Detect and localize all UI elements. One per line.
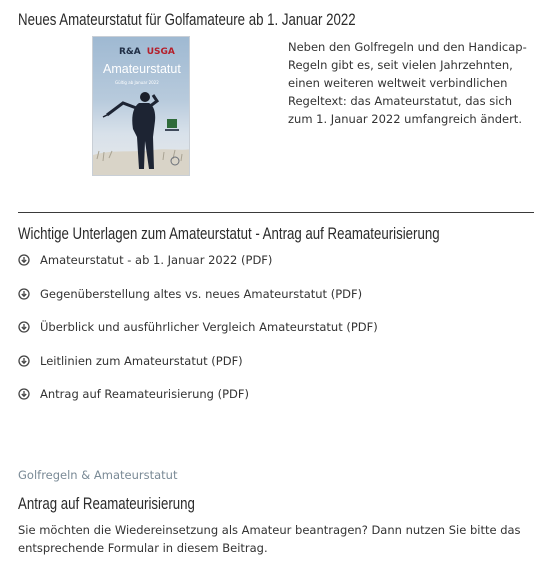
document-link[interactable]: Leitlinien zum Amateurstatut (PDF)	[40, 353, 243, 368]
cover-title: Amateurstatut	[103, 62, 181, 76]
section-title-amateurstatut: Neues Amateurstatut für Golfamateure ab 1. Januar 2022	[18, 10, 356, 29]
document-link[interactable]: Gegenüberstellung altes vs. neues Amateurstatut (PDF)	[40, 286, 363, 301]
download-icon[interactable]	[18, 254, 30, 266]
document-item	[18, 319, 378, 353]
document-item	[18, 252, 378, 286]
document-item	[18, 286, 378, 320]
intro-paragraph: Neben den Golfregeln und den Handicap-Regeln gibt es, seit vielen Jahrzehnten, einen weiteren weltweit verbindlichen Regeltext: das Amateurstatut, das sich zum 1. Januar 2022 umfangreich ändert.	[288, 40, 527, 126]
document-link[interactable]: Amateurstatut - ab 1. Januar 2022 (PDF)	[40, 253, 273, 267]
cover-logos	[119, 47, 175, 57]
download-icon[interactable]	[18, 355, 30, 367]
teaser-text: Sie möchten die Wiedereinsetzung als Amateur beantragen? Dann nutzen Sie bitte das entsprechende Formular in diesem Beitrag.	[18, 523, 521, 555]
document-item	[18, 386, 378, 420]
document-link[interactable]: Antrag auf Reamateurisierung (PDF)	[40, 387, 249, 401]
teaser-title[interactable]: Antrag auf Reamateurisierung	[18, 494, 195, 513]
section-title-documents: Wichtige Unterlagen zum Amateurstatut - Antrag auf Reamateurisierung	[18, 224, 440, 243]
download-icon[interactable]	[18, 288, 30, 300]
document-list	[18, 252, 378, 420]
usga-logo: USGA	[146, 47, 175, 57]
randa-logo: R&A	[119, 47, 141, 57]
amateurstatut-cover-image[interactable]	[92, 36, 190, 176]
cover-subtitle: Gültig ab Januar 2022	[115, 80, 159, 85]
category-link[interactable]: Golfregeln & Amateurstatut	[18, 468, 178, 482]
document-link[interactable]: Überblick und ausführlicher Vergleich Amateurstatut (PDF)	[40, 320, 378, 334]
document-item	[18, 353, 378, 387]
download-icon[interactable]	[18, 388, 30, 400]
download-icon[interactable]	[18, 321, 30, 333]
golfer-silhouette	[93, 37, 190, 176]
section-divider	[18, 212, 534, 213]
